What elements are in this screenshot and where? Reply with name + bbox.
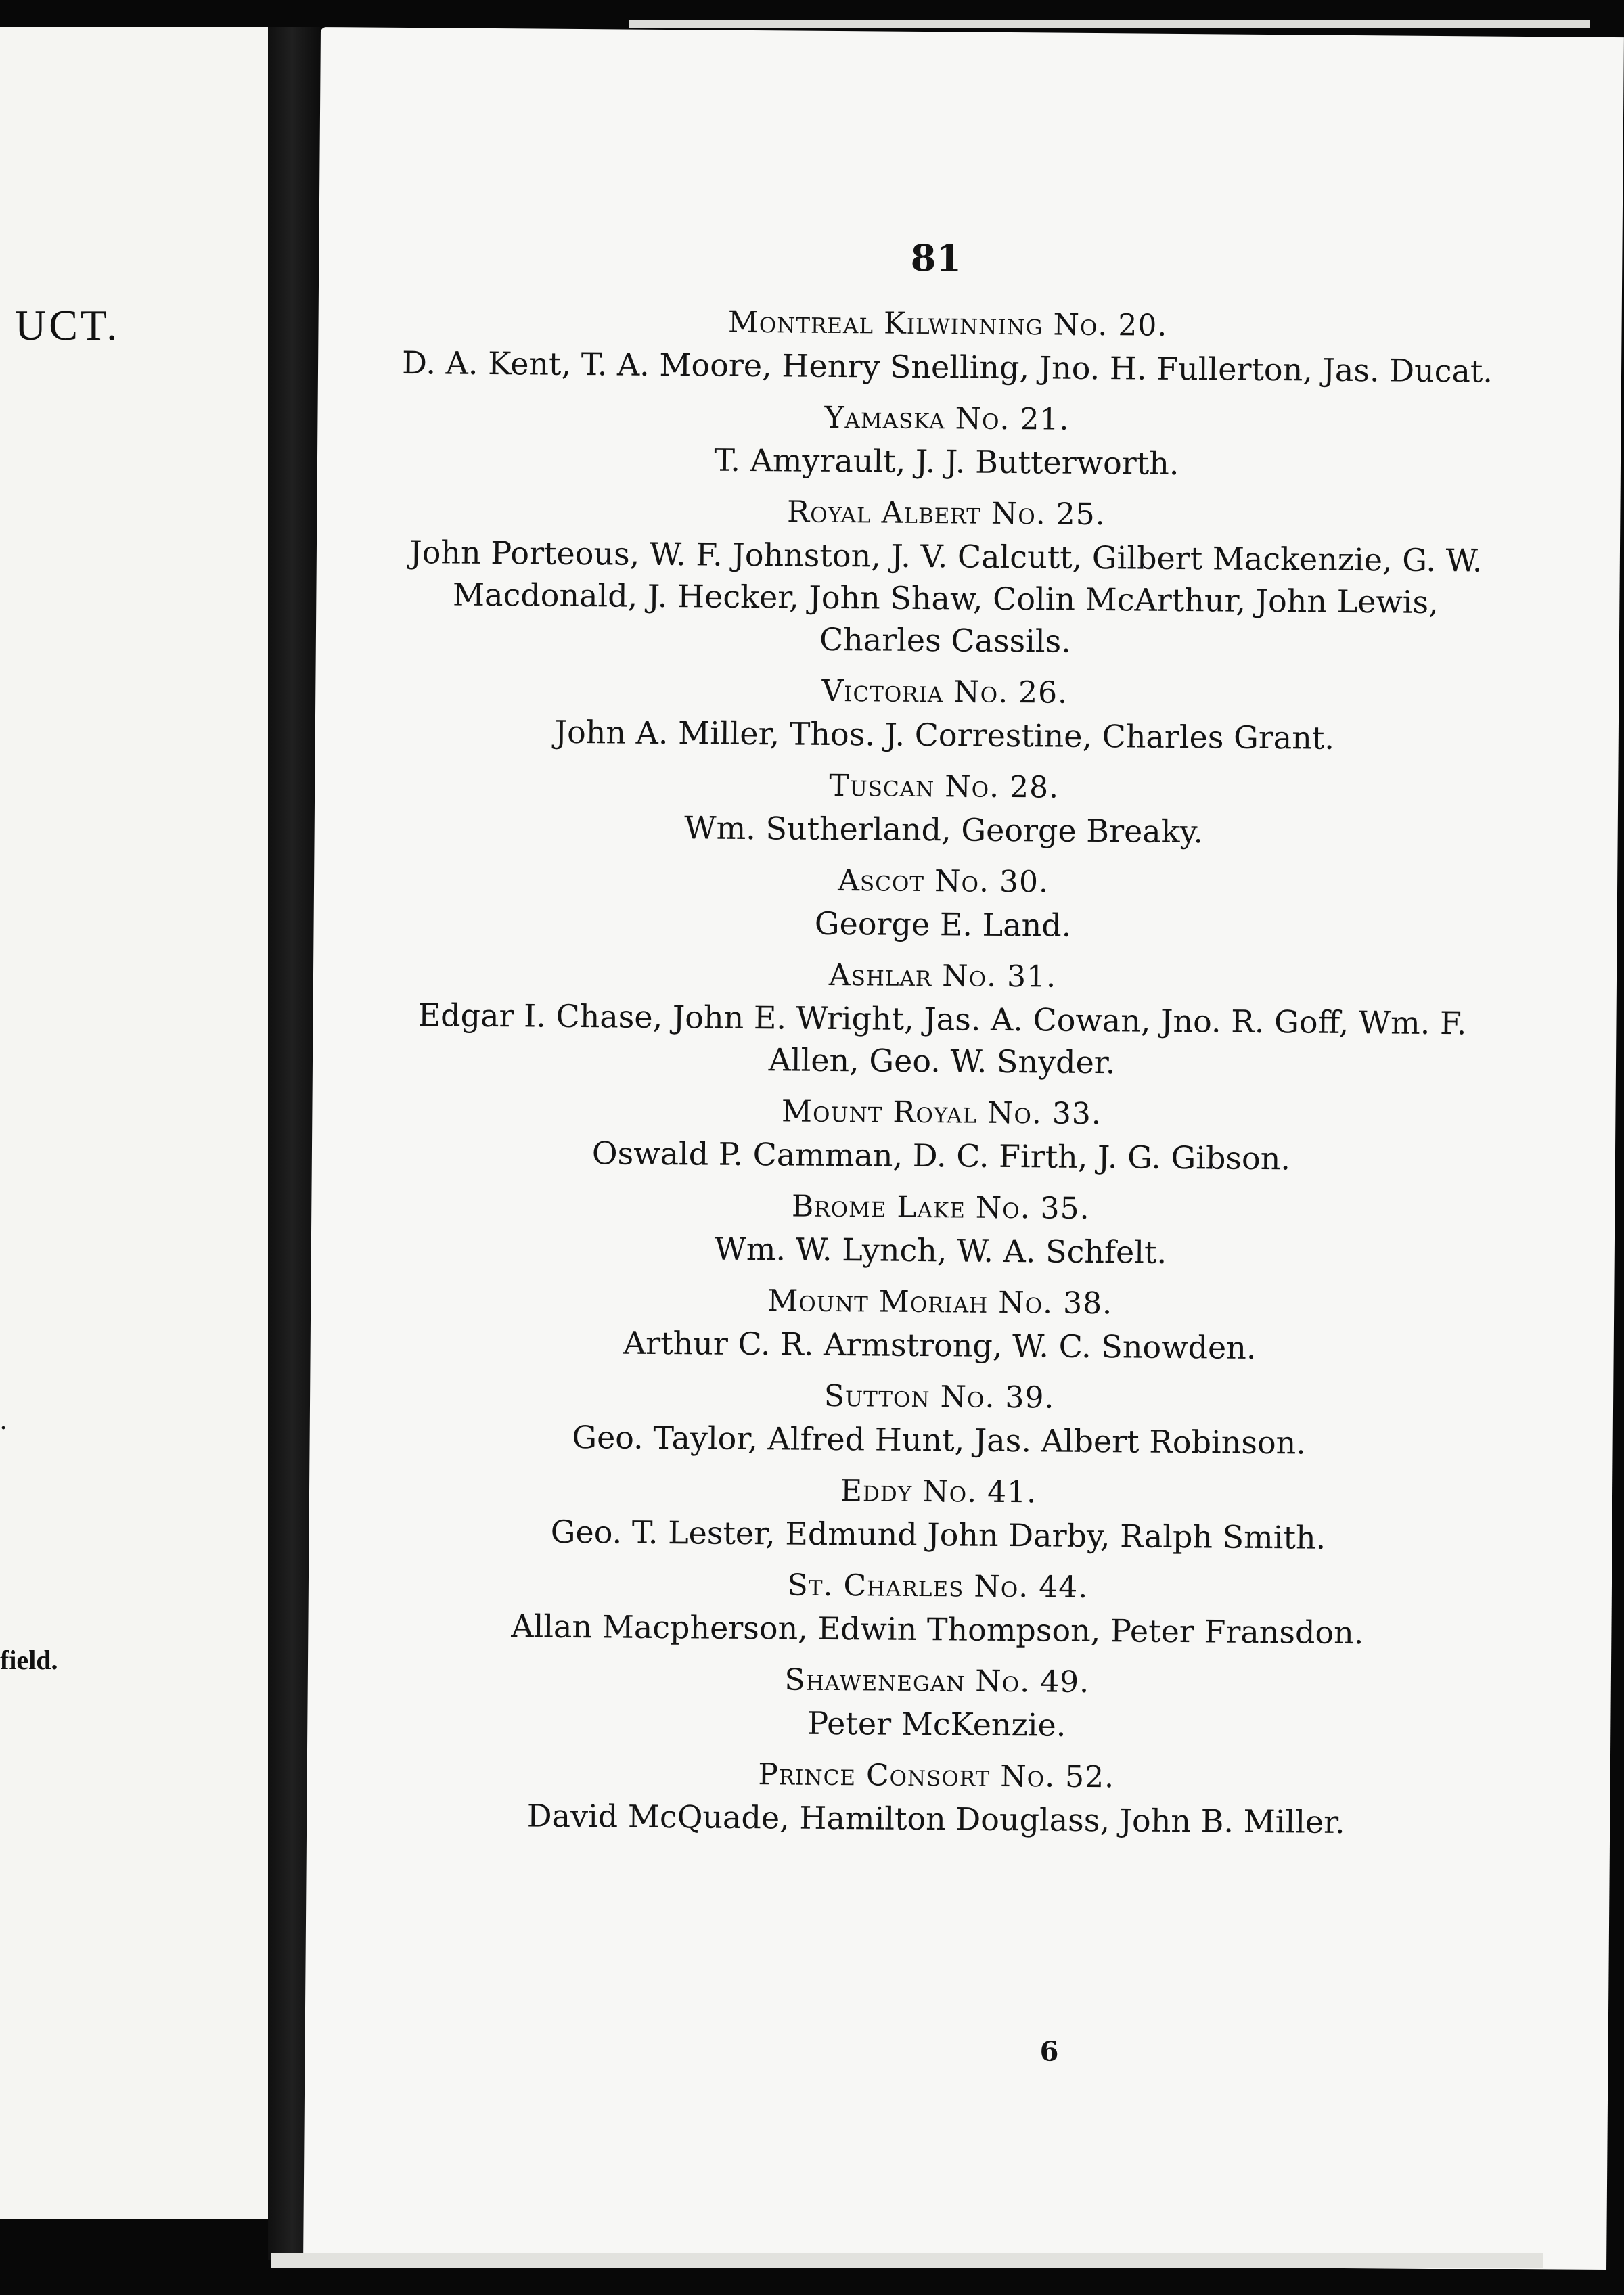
lodge-name: Ashlar No. 31. [828, 957, 1057, 995]
lodge-members: T. Amyrault, J. J. Butterworth. [714, 441, 1179, 482]
lodge-entry [384, 1373, 1494, 1465]
lodge-entry [386, 1089, 1497, 1181]
lodge-members: David McQuade, Hamilton Douglass, John B. Miller. [526, 1797, 1345, 1840]
left-page-title-fragment: UCT. [15, 301, 120, 349]
lodge-entry [382, 1562, 1493, 1655]
lodge-entry [388, 857, 1498, 950]
lodge-entry [383, 1468, 1493, 1560]
lodge-members: Peter McKenzie. [807, 1704, 1066, 1744]
lodge-name: Royal Albert No. 25. [786, 495, 1106, 532]
lodge-members: Geo. T. Lester, Edmund John Darby, Ralph Smith. [550, 1513, 1326, 1556]
lodge-name: Shawenegan No. 49. [784, 1662, 1090, 1700]
lodge-name: Sutton No. 39. [824, 1378, 1055, 1415]
lodge-name: Mount Moriah No. 38. [767, 1283, 1113, 1321]
page-bottom-edge [271, 2253, 1543, 2268]
lodge-name: Eddy No. 41. [840, 1474, 1037, 1510]
lodge-members: Arthur C. R. Armstrong, W. C. Snowden. [623, 1324, 1257, 1366]
lodge-entry [386, 1183, 1496, 1276]
lodge-members: Wm. W. Lynch, W. A. Schfelt. [714, 1230, 1167, 1271]
lodge-members: D. A. Kent, T. A. Moore, Henry Snelling, Jno. H. Fullerton, Jas. Ducat. [401, 344, 1493, 390]
left-page-field-fragment: field. [0, 1645, 58, 1675]
lodge-name: Victoria No. 26. [821, 673, 1068, 710]
left-facing-page [0, 27, 271, 2219]
lodge-entry [392, 300, 1503, 392]
lodge-members: Geo. Taylor, Alfred Hunt, Jas. Albert Robinson. [572, 1418, 1307, 1461]
lodge-name: Tuscan No. 28. [829, 768, 1060, 805]
lodge-entry [392, 394, 1502, 487]
lodge-members: Edgar I. Chase, John E. Wright, Jas. A. Cowan, Jno. R. Goff, Wm. F. Allen, Geo. W. Snyder. [418, 997, 1467, 1081]
lodge-entry [387, 952, 1497, 1087]
right-page [303, 27, 1624, 2270]
lodge-entry [390, 489, 1502, 666]
lodge-entry [385, 1278, 1495, 1371]
lodge-name: Yamaska No. 21. [824, 400, 1070, 437]
lodge-members: Oswald P. Camman, D. C. Firth, J. G. Gibson. [591, 1135, 1291, 1177]
page-top-edge [629, 20, 1590, 28]
left-page-dot-fragment: . [0, 1405, 7, 1435]
lodge-members: Wm. Sutherland, George Breaky. [684, 809, 1204, 850]
lodge-entry [382, 1657, 1492, 1750]
lodge-entry [390, 668, 1500, 760]
lodge-members: John A. Miller, Thos. J. Correstine, Charles Grant. [554, 713, 1335, 756]
lodge-name: Ascot No. 30. [838, 863, 1050, 900]
lodge-entry [381, 1752, 1491, 1844]
lodge-name: Mount Royal No. 33. [781, 1094, 1102, 1132]
lodge-members: John Porteous, W. F. Johnston, J. V. Calcutt, Gilbert Mackenzie, G. W. Macdonald, J. Hecker, John Shaw, Colin McArthur, John Lewis, Charles Cassils. [409, 534, 1483, 660]
lodge-name: Prince Consort No. 52. [758, 1757, 1115, 1795]
lodge-members: George E. Land. [814, 905, 1072, 944]
lodge-name: Montreal Kilwinning No. 20. [727, 304, 1168, 343]
page-number: 81 [910, 235, 962, 280]
lodge-list [381, 300, 1503, 1855]
lodge-members: Allan Macpherson, Edwin Thompson, Peter Fransdon. [511, 1608, 1364, 1652]
lodge-name: St. Charles No. 44. [787, 1568, 1089, 1605]
lodge-name: Brome Lake No. 35. [791, 1189, 1090, 1226]
signature-mark: 6 [1039, 2035, 1059, 2068]
lodge-entry [388, 763, 1499, 855]
